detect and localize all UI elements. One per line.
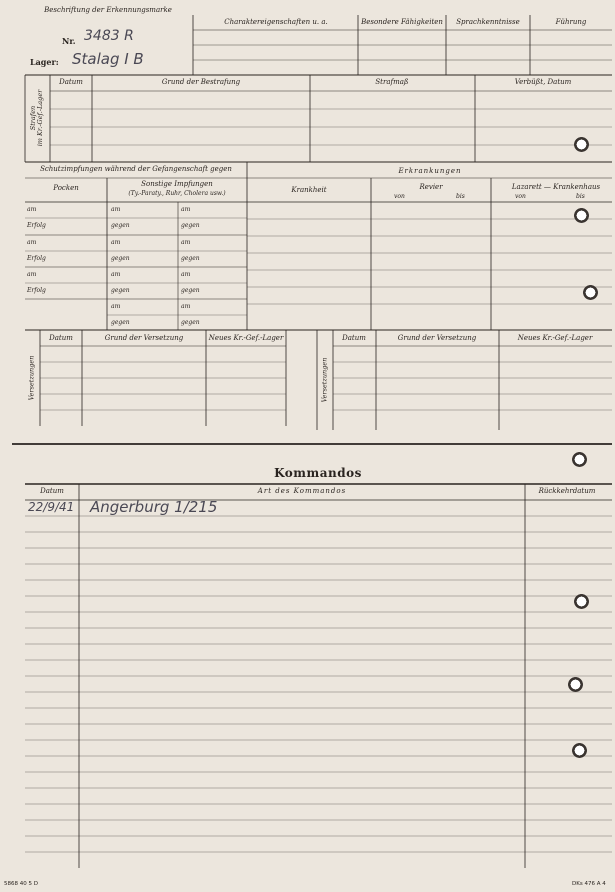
- lazarett-label: Lazarett — Krankenhaus: [511, 183, 601, 191]
- footer-left-code: 5868 40 5 D: [4, 881, 38, 887]
- impfungen-heading: Schutzimpfungen während der Gefangenschaft gegen: [40, 165, 232, 173]
- sonstige-row-b: gegen: [181, 255, 200, 262]
- versetzung-col-datum: Datum: [49, 334, 73, 342]
- fuehrung-label: Führung: [555, 18, 587, 26]
- kommando-entry-datum: 22/9/41: [28, 500, 75, 514]
- lager-label: Lager:: [30, 57, 59, 67]
- sprach-label: Sprachkenntnisse: [456, 18, 520, 26]
- kommandos-title: Kommandos: [274, 466, 362, 480]
- nr-label: Nr.: [62, 36, 76, 46]
- punch-hole: [583, 285, 598, 300]
- pocken-row: am: [27, 239, 37, 246]
- pocken-label: Pocken: [53, 184, 79, 192]
- charakter-label: Charaktereigenschaften u. a.: [224, 18, 328, 26]
- lager-value: Stalag I B: [72, 50, 144, 68]
- erkennungsmarke-label: Beschriftung der Erkennungsmarke: [44, 6, 172, 14]
- versetzung-col-grund: Grund der Versetzung: [104, 334, 184, 342]
- strafen-col-verbuesst: Verbüßt, Datum: [514, 78, 572, 86]
- kommandos-col-rueckkehr: Rückkehrdatum: [538, 487, 596, 495]
- sonstige-row-a: am: [111, 239, 121, 246]
- sonstige-row-b: gegen: [181, 319, 200, 326]
- sonstige-row-a: am: [111, 206, 121, 213]
- sonstige-row-a: gegen: [111, 222, 130, 229]
- sonstige-label: Sonstige Impfungen: [141, 180, 213, 188]
- revier-label: Revier: [419, 183, 443, 191]
- pocken-row: Erfolg: [27, 255, 46, 262]
- versetzungen-side-label-left: Versetzungen: [27, 355, 36, 401]
- sonstige-row-a: gegen: [111, 287, 130, 294]
- kommandos-col-art: Art des Kommandos: [257, 487, 347, 495]
- sonstige-row-b: am: [181, 271, 191, 278]
- versetzungen-side-label-right: Versetzungen: [320, 357, 329, 403]
- sonstige-row-b: am: [181, 303, 191, 310]
- pocken-row: am: [27, 271, 37, 278]
- sonstige-row-b: gegen: [181, 287, 200, 294]
- sonstige-row-b: am: [181, 239, 191, 246]
- krankheit-label: Krankheit: [291, 186, 327, 194]
- sonstige-sublabel: (Ty.-Paraty., Ruhr, Cholera usw.): [128, 190, 226, 197]
- kommandos-col-datum: Datum: [40, 487, 64, 495]
- strafen-side-label: Strafen im Kr.-Gef.-Lager: [28, 89, 44, 147]
- sonstige-row-a: gegen: [111, 319, 130, 326]
- footer-right-code: DKs 476 A 4: [572, 881, 606, 887]
- punch-hole: [572, 452, 587, 467]
- strafen-col-grund: Grund der Bestrafung: [161, 78, 241, 86]
- kommando-entry-art: Angerburg 1/215: [90, 498, 218, 516]
- strafen-col-strafmass: Strafmaß: [375, 78, 409, 86]
- strafen-col-datum: Datum: [59, 78, 83, 86]
- versetzung-col-lager: Neues Kr.-Gef.-Lager: [517, 334, 593, 342]
- punch-hole: [572, 743, 587, 758]
- nr-value: 3483 R: [84, 28, 134, 44]
- punch-hole: [574, 594, 589, 609]
- pocken-row: am: [27, 206, 37, 213]
- sonstige-row-a: am: [111, 271, 121, 278]
- punch-hole: [568, 677, 583, 692]
- versetzung-col-grund: Grund der Versetzung: [397, 334, 477, 342]
- pocken-row: Erfolg: [27, 287, 46, 294]
- versetzung-col-lager: Neues Kr.-Gef.-Lager: [208, 334, 284, 342]
- punch-hole: [574, 208, 589, 223]
- pocken-row: Erfolg: [27, 222, 46, 229]
- revier-von-label: von: [394, 193, 405, 200]
- punch-hole: [574, 137, 589, 152]
- revier-bis-label: bis: [456, 193, 465, 200]
- faehigkeiten-label: Besondere Fähigkeiten: [361, 18, 443, 26]
- lazarett-bis-label: bis: [576, 193, 585, 200]
- erkrankungen-heading: Erkrankungen: [398, 167, 462, 175]
- versetzung-col-datum: Datum: [342, 334, 366, 342]
- lazarett-von-label: von: [515, 193, 526, 200]
- sonstige-row-a: am: [111, 303, 121, 310]
- sonstige-row-b: gegen: [181, 222, 200, 229]
- sonstige-row-b: am: [181, 206, 191, 213]
- sonstige-row-a: gegen: [111, 255, 130, 262]
